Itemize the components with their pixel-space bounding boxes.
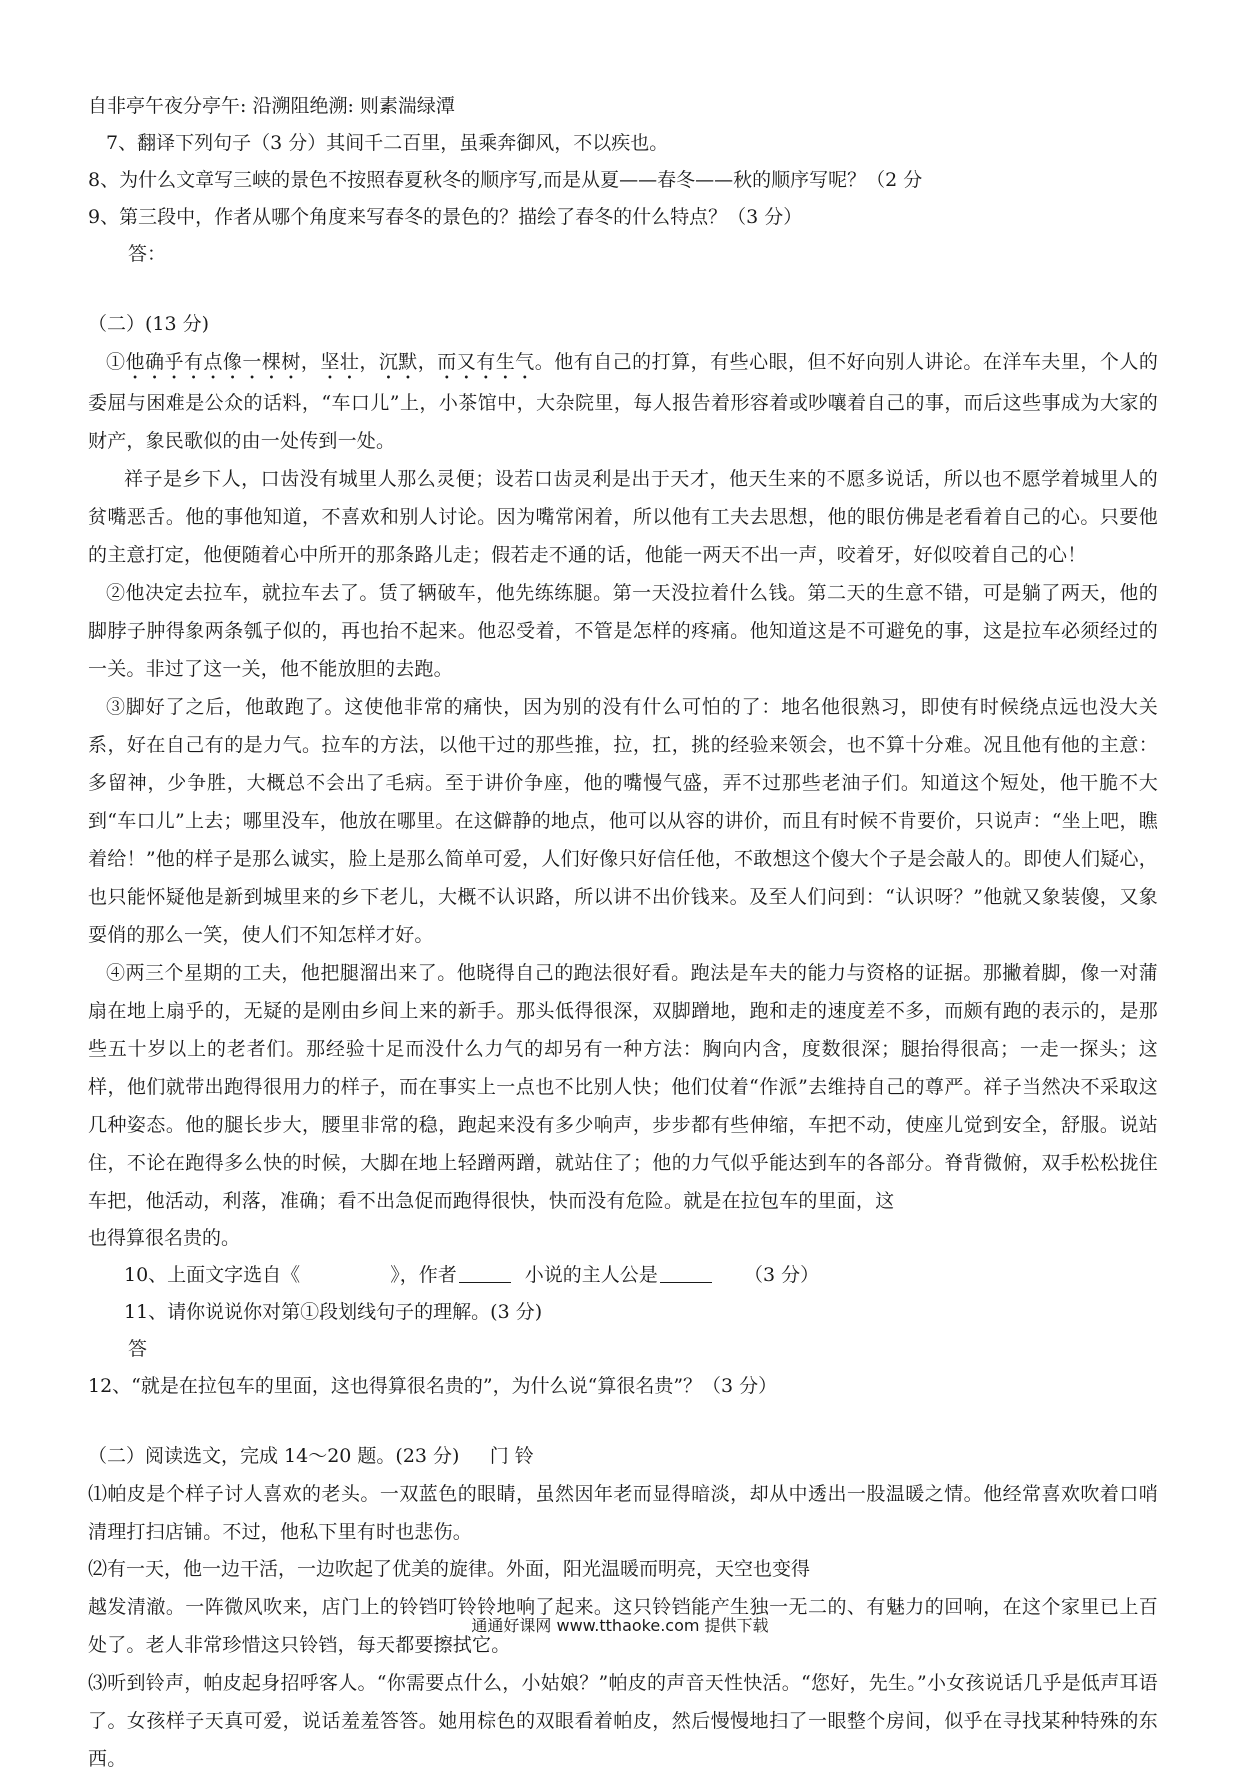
paragraph-2: 祥子是乡下人，口齿没有城里人那么灵便；设若口齿灵利是出于天才，他天生来的不愿多说话，所以也不愿学着城里人的贫嘴恶舌。他的事他知道，不喜欢和别人讨论。因为嘴常闲着，所以他有工夫去思想，他的眼仿佛是老看着自己的心。只要他的主意打定，他便随着心中所开的那条路儿走；假若走不通的话，他能一两天不出一声，咬着牙，好似咬着自己的心！ [88,468,1158,566]
paragraph-5: ④两三个星期的工夫，他把腿溜出来了。他晓得自己的跑法很好看。跑法是车夫的能力与资格的证据。那撇着脚，像一对蒲扇在地上扇乎的，无疑的是刚由乡间上来的新手。那头低得很深，双脚蹭地，跑和走的速度差不多，而颇有跑的表示的，是那些五十岁以上的老者们。那经验十足而没什么力气的却另有一种方法：胸向内含，度数很深；腿抬得很高；一走一探头；这样，他们就带出跑得很用力的样子，而在事实上一点也不比别人快；他们仗着“作派”去维持自己的尊严。祥子当然决不采取这几种姿态。他的腿长步大，腰里非常的稳，跑起来没有多少响声，步步都有些伸缩，车把不动，使座儿觉到安全，舒服。说站住，不论在跑得多么快的时候，大脚在地上轻蹭两蹭，就站住了；他的力气似乎能达到车的各部分。脊背微俯，双手松松拢住车把，他活动，利落，准确；看不出急促而跑得很快，快而没有危险。就是在拉包车的里面，这 [88,962,1158,1212]
answer-label: 答 [128,1338,148,1360]
story-paragraph-1: ⑴帕皮是个样子讨人喜欢的老头。一双蓝色的眼睛，虽然因年老而显得暗淡，却从中透出一股温暖之情。他经常喜欢吹着口哨清理打扫店铺。不过，他私下里有时也悲伤。 [88,1483,1158,1543]
question-12: 12、“就是在拉包车的里面，这也得算很名贵的”，为什么说“算很名贵”？（3 分） [88,1375,778,1397]
paragraph-4: ③脚好了之后，他敢跑了。这使他非常的痛快，因为别的没有什么可怕的了：地名他很熟习，即使有时候绕点远也没大关系，好在自己有的是力气。拉车的方法，以他干过的那些推，拉，扛，挑的经验来领会，也不算十分难。况且他有他的主意：多留神，少争胜，大概总不会出了毛病。至于讲价争座，他的嘴慢气盛，弄不过那些老油子们。知道这个短处，他干脆不大到“车口儿”上去；哪里没车，他放在哪里。在这僻静的地点，他可以从容的讲价，而且有时候不肯要价，只说声：“坐上吧，瞧着给！”他的样子是那么诚实，脸上是那么简单可爱，人们好像只好信任他，不敢想这个傻大个子是会敲人的。即使人们疑心，也只能怀疑他是新到城里来的乡下老儿，大概不认识路，所以讲不出价钱来。及至人们问到：“认识呀？”他就又象装傻，又象耍俏的那么一笑，使人们不知怎样才好。 [88,696,1158,946]
section-heading: （二）阅读选文，完成 14～20 题。(23 分) 门 铃 [88,1445,534,1467]
story-paragraph-3: ⑶听到铃声，帕皮起身招呼客人。“你需要点什么，小姑娘？”帕皮的声音天性快活。“您好，先生。”小女孩说话几乎是低声耳语了。女孩样子天真可爱，说话羞羞答答。她用棕色的双眼看着帕皮，然后慢慢地扫了一眼整个房间，似乎在寻找某种特殊的东西。 [88,1672,1158,1770]
question-10: 10、上面文字选自《 》，作者 小说的主人公是 （3 分） [124,1264,820,1286]
answer-label: 答： [128,243,167,265]
document-page [88,88,1158,1778]
underlined-sentence: 他确乎有点像一棵树，坚壮，沉默，而又有生气。 [125,351,555,373]
author-blank[interactable] [459,1262,511,1283]
question-8: 8、为什么文章写三峡的景色不按照春夏秋冬的顺序写,而是从夏——春冬——秋的顺序写呢？（2 分 [88,169,923,191]
section-heading: （二）(13 分) [88,313,210,335]
paragraph-marker: ① [106,351,126,373]
story-title: 门 铃 [489,1445,534,1467]
question-9: 9、第三段中，作者从哪个角度来写春冬的景色的？描绘了春冬的什么特点？（3 分） [88,206,803,228]
paragraph-1 [88,343,1158,460]
story-paragraph-2-cont: 越发清澈。一阵微风吹来，店门上的铃铛叮铃铃地响了起来。这只铃铛能产生独一无二的、有魅力的回响，在这个家里已上百处了。老人非常珍惜这只铃铛，每天都要擦拭它。 [88,1596,1158,1656]
footer-watermark: 通通好课网 www.tthaoke.com 提供下载 [471,1616,769,1635]
text-line: 自非亭午夜分亭午: 沿溯阻绝溯: 则素湍绿潭 [88,95,455,117]
paragraph-5-end: 也得算很名贵的。 [88,1227,241,1249]
question-7: 7、翻译下列句子（3 分）其间千二百里，虽乘奔御风，不以疾也。 [106,132,669,154]
paragraph-3: ②他决定去拉车，就拉车去了。赁了辆破车，他先练练腿。第一天没拉着什么钱。第二天的生意不错，可是躺了两天，他的脚脖子肿得象两条瓠子似的，再也抬不起来。他忍受着，不管是怎样的疼痛。他知道这是不可避免的事，这是拉车必须经过的一关。非过了这一关，他不能放胆的去跑。 [88,582,1158,680]
protagonist-blank[interactable] [660,1262,712,1283]
paragraph-text: 他有自己的打算，有些心眼，但不好向别人讲论。在洋车夫里，个人的委屈与困难是公众的话料，“车口儿”上，小茶馆中，大杂院里，每人报告着形容着或吵嚷着自己的事，而后这些事成为大家的财产，象民歌似的由一处传到一处。 [88,351,1159,452]
question-11: 11、请你说说你对第①段划线句子的理解。(3 分) [124,1301,543,1323]
story-paragraph-2: ⑵有一天，他一边干活，一边吹起了优美的旋律。外面，阳光温暖而明亮，天空也变得 [88,1558,811,1580]
